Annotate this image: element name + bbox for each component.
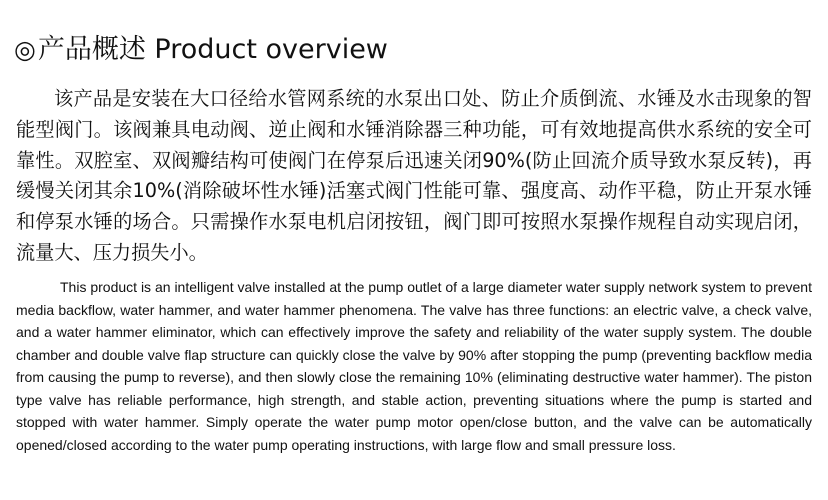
chinese-description: 该产品是安装在大口径给水管网系统的水泵出口处、防止介质倒流、水锤及水击现象的智能型阀门。该阀兼具电动阀、逆止阀和水锤消除器三种功能，可有效地提高供水系统的安全可靠性。双腔室、双阀瓣结构可使阀门在停泵后迅速关闭90%(防止回流介质导致水泵反转)，再缓慢关闭其余10%(消除破坏性水锤)活塞式阀门性能可靠、强度高、动作平稳，防止开泵水锤和停泵水锤的场合。只需操作水泵电机启闭按钮，阀门即可按照水泵操作规程自动实现启闭，流量大、压力损失小。 [16,87,812,264]
circle-marker-icon: ◎ [14,35,36,64]
section-title: 产品概述 Product overview [37,34,388,65]
english-description: This product is an intelligent valve installed at the pump outlet of a large diameter water supply network system to prevent media backflow, water hammer, and water hammer phenomena. The valve has three functions: an electric valve, a check valve, and a water hammer eliminator, which can effectively improve the safety and reliability of the water supply system. The double chamber and double valve flap structure can quickly close the valve by 90% after stopping the pump (preventing backflow media from causing the pump to reverse), and then slowly close the remaining 10% (eliminating destructive water hammer). The piston type valve has reliable performance, high strength, and stable action, preventing situations where the pump is started and stopped with water hammer. Simply operate the water pump motor open/close button, and the valve can be automatically opened/closed according to the water pump operating instructions, with large flow and small pressure loss. [16,279,812,453]
section-heading [14,30,388,70]
